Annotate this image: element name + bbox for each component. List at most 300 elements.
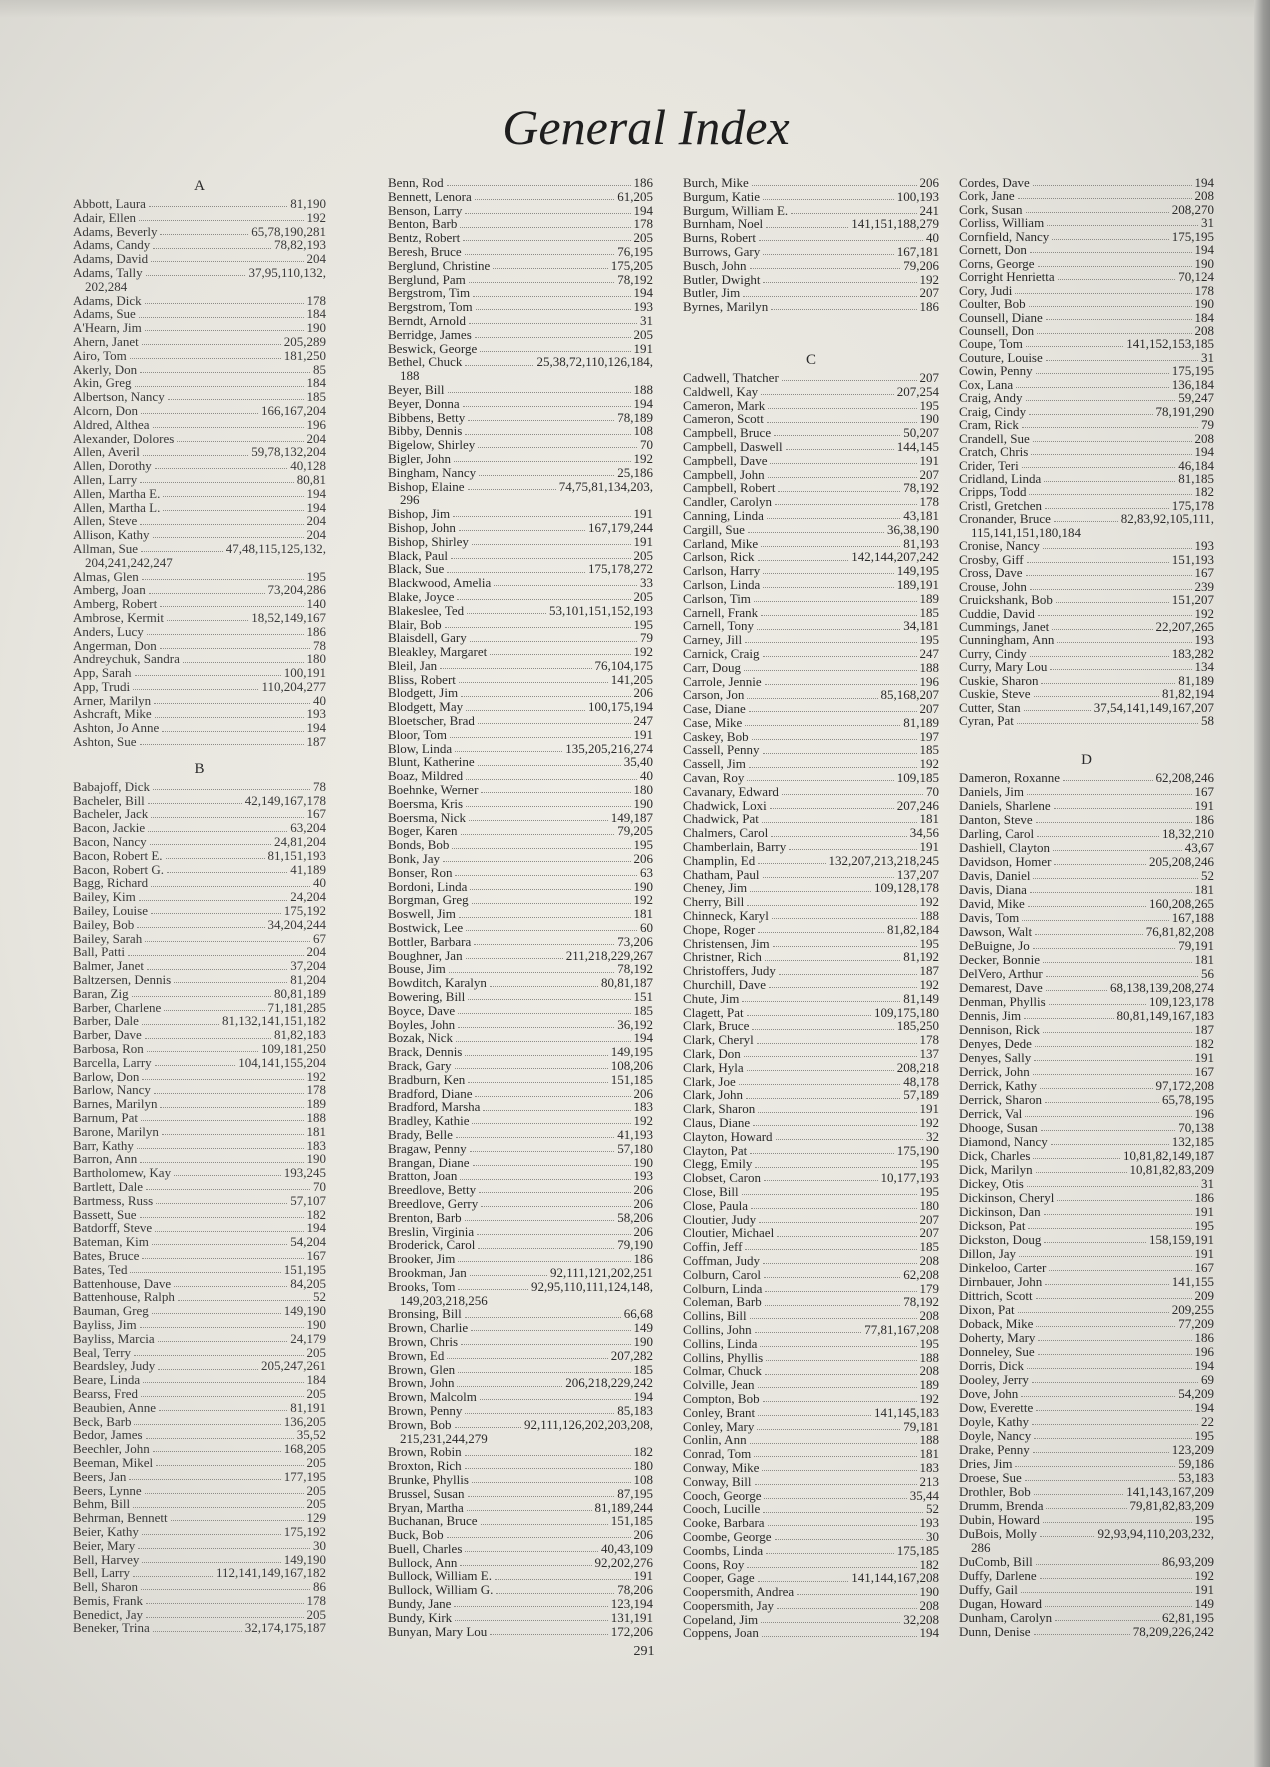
dot-leader — [471, 1321, 630, 1331]
entry-pages: 207,254 — [896, 383, 939, 399]
entry-name: Bragaw, Penny — [388, 1140, 467, 1156]
dot-leader — [1043, 539, 1192, 549]
dot-leader — [459, 521, 585, 531]
section-letter: B — [194, 760, 205, 777]
dot-leader — [763, 564, 893, 574]
dot-leader — [472, 893, 631, 903]
entry-name: Bassett, Sue — [73, 1206, 137, 1222]
dot-leader — [130, 349, 281, 359]
index-entry — [683, 1558, 939, 1572]
entry-pages: 78,189 — [617, 409, 653, 425]
entry-pages: 192 — [919, 756, 939, 772]
entry-name: Beers, Jan — [73, 1468, 127, 1484]
entry-pages: 191 — [633, 340, 653, 356]
entry-pages: 205 — [306, 1344, 326, 1360]
entry-name: Beresh, Bruce — [388, 243, 462, 259]
entry-pages: 194 — [919, 1625, 939, 1641]
index-entry — [683, 564, 939, 578]
entry-name: Dillon, Jay — [959, 1245, 1017, 1261]
dot-leader — [177, 432, 303, 442]
dot-leader — [137, 1139, 304, 1149]
entry-pages: 167,188 — [1171, 909, 1214, 925]
entry-pages: 92,202,276 — [594, 1554, 653, 1570]
index-entry — [683, 537, 939, 551]
entry-pages: 109,175,180 — [874, 1004, 939, 1020]
dot-leader — [461, 1335, 630, 1345]
index-entry — [959, 647, 1214, 660]
entry-pages: 144,145 — [896, 438, 939, 454]
entry-pages: 141,144,167,208 — [851, 1570, 939, 1586]
entry-name: Busch, John — [683, 257, 747, 273]
dot-leader — [142, 1553, 280, 1563]
dot-leader — [1027, 1359, 1192, 1370]
index-entry — [388, 383, 653, 397]
index-entry — [388, 714, 653, 728]
dot-leader — [460, 1556, 591, 1566]
index-entry — [959, 1289, 1214, 1303]
entry-pages: 77,81,167,208 — [864, 1321, 939, 1337]
index-entry — [683, 826, 939, 840]
dot-leader — [758, 1102, 916, 1112]
entry-name: Brady, Belle — [388, 1126, 453, 1142]
entry-name: Crider, Teri — [959, 457, 1019, 473]
entry-pages: 149,195 — [610, 1044, 653, 1060]
entry-pages: 190 — [306, 1316, 326, 1332]
entry-name: Denyes, Dede — [959, 1035, 1032, 1051]
entry-name: Brown, Robin — [388, 1444, 462, 1460]
entry-name: Bagg, Richard — [73, 875, 149, 891]
entry-pages: 205 — [633, 588, 653, 604]
entry-name: Cassell, Jim — [683, 756, 746, 772]
entry-name: Campbell, Daswell — [683, 438, 783, 454]
entry-pages: 205 — [306, 1385, 326, 1401]
entry-pages: 194 — [633, 1389, 653, 1405]
entry-name: Barron, Ann — [73, 1151, 138, 1167]
dot-leader — [167, 611, 248, 621]
dot-leader — [757, 1033, 917, 1043]
entry-pages: 185 — [633, 1361, 653, 1377]
entry-name: Bartmess, Russ — [73, 1192, 154, 1208]
index-entry — [683, 688, 939, 702]
index-entry — [683, 1626, 939, 1640]
entry-name: Barnum, Pat — [73, 1110, 138, 1125]
entry-name: Colmar, Chuck — [683, 1363, 762, 1379]
entry-pages: 190 — [306, 1151, 326, 1167]
index-entry — [683, 909, 939, 923]
entry-pages: 192 — [919, 977, 939, 993]
entry-name: Beeman, Mikel — [73, 1454, 154, 1470]
entry-pages: 189 — [306, 1096, 326, 1112]
entry-name: Campbell, Bruce — [683, 425, 772, 441]
dot-leader — [440, 659, 591, 669]
entry-name: Davis, Diana — [959, 881, 1027, 897]
dot-leader — [463, 231, 630, 241]
dot-leader — [479, 466, 614, 476]
dot-leader — [141, 404, 258, 414]
dot-leader — [763, 743, 917, 753]
entry-name: Darling, Carol — [959, 825, 1035, 841]
entry-name: Byrnes, Marilyn — [683, 299, 769, 315]
dot-leader — [1034, 1429, 1191, 1440]
dot-leader — [133, 680, 258, 690]
entry-name: Beal, Terry — [73, 1344, 132, 1360]
index-entry — [388, 507, 653, 521]
dot-leader — [779, 964, 917, 974]
entry-name: Case, Diane — [683, 701, 746, 717]
entry-name: Chalmers, Carol — [683, 825, 769, 841]
entry-pages: 189 — [919, 1377, 939, 1393]
index-entry — [959, 1163, 1214, 1177]
entry-name: Carlson, Harry — [683, 563, 761, 579]
entry-name: App, Sarah — [73, 665, 132, 681]
index-entry — [388, 1390, 653, 1404]
index-entry — [959, 257, 1214, 270]
entry-name: Cuddie, David — [959, 605, 1035, 621]
index-entry — [959, 660, 1214, 673]
entry-name: Dickey, Otis — [959, 1175, 1024, 1191]
entry-name: Barber, Dale — [73, 1013, 139, 1029]
dot-leader — [1036, 1317, 1175, 1328]
entry-pages: 35,40 — [623, 754, 653, 770]
dot-leader — [140, 514, 303, 524]
dot-leader — [1044, 472, 1175, 482]
dot-leader — [457, 1376, 562, 1386]
dot-leader — [1045, 1093, 1159, 1104]
entry-pages: 24,179 — [290, 1330, 326, 1346]
dot-leader — [1046, 311, 1192, 321]
entry-pages: 177,195 — [283, 1468, 326, 1484]
entry-pages: 81,189 — [1178, 672, 1214, 688]
dot-leader — [754, 1447, 916, 1457]
index-entry — [683, 468, 939, 482]
index-entry — [683, 1006, 939, 1020]
entry-name: Boaz, Mildred — [388, 768, 464, 784]
entry-name: Chadwick, Pat — [683, 811, 759, 827]
entry-pages: 141,155 — [1171, 1273, 1214, 1289]
entry-pages: 22,207,265 — [1155, 618, 1214, 634]
entry-pages: 196 — [919, 673, 939, 689]
dot-leader — [750, 1144, 893, 1154]
entry-pages: 185 — [919, 742, 939, 758]
dot-leader — [763, 190, 894, 200]
dot-leader — [155, 707, 304, 717]
entry-pages: 33 — [640, 575, 653, 591]
entry-pages: 195 — [1194, 1511, 1214, 1527]
entry-pages-continued: 115,141,151,180,184 — [971, 524, 1082, 540]
dot-leader — [448, 383, 631, 393]
entry-name: Barr, Kathy — [73, 1137, 134, 1153]
entry-name: Champlin, Ed — [683, 852, 756, 868]
index-entry — [959, 378, 1214, 391]
entry-pages: 192 — [633, 450, 653, 466]
entry-pages: 79,205 — [617, 823, 653, 839]
entry-pages: 92,111,121,202,251 — [549, 1264, 653, 1280]
entry-name: Duffy, Gail — [959, 1581, 1018, 1597]
entry-pages: 181,250 — [283, 347, 326, 363]
entry-name: Cory, Judi — [959, 282, 1013, 298]
index-entry — [683, 812, 939, 826]
entry-name: Bibbens, Betty — [388, 409, 466, 425]
entry-name: Christoffers, Judy — [683, 963, 776, 979]
entry-name: Bliss, Robert — [388, 671, 456, 687]
index-entry — [388, 562, 653, 576]
page-title: General Index — [502, 99, 790, 155]
dot-leader — [1051, 1135, 1169, 1146]
entry-pages: 141,143,167,209 — [1126, 1483, 1214, 1499]
entry-name: Allen, Steve — [73, 513, 138, 529]
index-entry — [959, 714, 1214, 727]
entry-pages-continued: 286 — [971, 1539, 991, 1555]
entry-name: Bailey, Sarah — [73, 930, 143, 946]
dot-leader — [765, 1282, 916, 1292]
entry-name: Bates, Ted — [73, 1261, 128, 1277]
index-entry — [959, 1331, 1214, 1345]
dot-leader — [135, 666, 281, 676]
dot-leader — [758, 923, 884, 933]
dot-leader — [447, 1528, 631, 1538]
entry-pages: 86,93,209 — [1162, 1553, 1214, 1569]
entry-pages: 183,282 — [1171, 645, 1214, 661]
entry-name: Benn, Rod — [388, 175, 444, 190]
entry-name: App, Trudi — [73, 678, 131, 694]
entry-name: Cyran, Pat — [959, 713, 1014, 729]
dot-leader — [768, 1516, 917, 1526]
entry-pages: 56 — [1201, 965, 1214, 981]
index-entry — [73, 542, 326, 556]
entry-name: Berndt, Arnold — [388, 312, 466, 328]
index-entry — [388, 755, 653, 769]
entry-name: Arner, Marilyn — [73, 692, 152, 708]
dot-leader — [750, 881, 871, 891]
dot-leader — [769, 978, 916, 988]
index-entry — [73, 987, 326, 1001]
index-entry — [959, 297, 1214, 310]
entry-pages: 192 — [633, 892, 653, 908]
entry-name: Allen, Larry — [73, 471, 138, 487]
entry-pages: 187 — [306, 734, 326, 750]
index-entry — [683, 1088, 939, 1102]
entry-name: Bacon, Robert E. — [73, 847, 163, 863]
index-entry — [73, 1387, 326, 1401]
dot-leader — [772, 909, 917, 919]
index-entry — [959, 485, 1214, 498]
dot-leader — [140, 473, 293, 483]
page-edge-shadow — [1254, 0, 1270, 1767]
entry-name: Cuskie, Sharon — [959, 672, 1039, 688]
dot-leader — [461, 824, 615, 834]
index-entry — [388, 1363, 653, 1377]
index-entry — [73, 1263, 326, 1277]
dot-leader — [163, 487, 303, 497]
index-entry — [959, 701, 1214, 714]
entry-name: Adams, Sue — [73, 306, 136, 322]
entry-pages: 10,177,193 — [880, 1170, 939, 1186]
entry-name: Conley, Mary — [683, 1418, 755, 1434]
dot-leader — [158, 1332, 288, 1342]
dot-leader — [782, 785, 923, 795]
entry-name: Cameron, Mark — [683, 397, 766, 413]
entry-pages: 35,44 — [909, 1487, 939, 1503]
entry-pages: 193 — [633, 299, 653, 315]
entry-pages: 182 — [306, 1206, 326, 1222]
dot-leader — [142, 1070, 303, 1080]
entry-pages: 78,82,193 — [274, 237, 326, 253]
dot-leader — [1029, 485, 1191, 495]
index-entry — [959, 1023, 1214, 1037]
dot-leader — [133, 1566, 213, 1576]
index-entry — [73, 959, 326, 973]
entry-name: Caskey, Bob — [683, 728, 749, 744]
entry-pages: 137 — [919, 1046, 939, 1062]
entry-pages: 205,289 — [283, 333, 326, 349]
entry-pages: 195 — [1194, 1217, 1214, 1233]
entry-pages: 167 — [306, 806, 326, 822]
dot-leader — [145, 932, 310, 942]
entry-name: Breslin, Virginia — [388, 1223, 475, 1239]
index-entry — [959, 995, 1214, 1009]
index-entry — [73, 1042, 326, 1056]
entry-pages: 192 — [633, 1113, 653, 1129]
dot-leader — [459, 907, 631, 917]
entry-name: Butler, Dwight — [683, 271, 761, 287]
entry-pages: 181 — [1194, 881, 1214, 897]
entry-pages: 151,185 — [610, 1071, 653, 1087]
index-entry — [683, 1295, 939, 1309]
entry-pages: 182 — [1194, 484, 1214, 500]
index-entry — [73, 1401, 326, 1415]
dot-leader — [455, 1611, 608, 1621]
entry-pages: 70 — [926, 783, 939, 799]
index-entry — [959, 499, 1214, 512]
entry-pages: 131,191 — [610, 1609, 653, 1625]
entry-pages: 197 — [919, 728, 939, 744]
entry-pages: 190 — [633, 1154, 653, 1170]
entry-pages: 195 — [919, 632, 939, 648]
dot-leader — [1036, 1401, 1191, 1412]
dot-leader — [142, 1014, 219, 1024]
index-entry — [73, 1277, 326, 1291]
dot-leader — [1038, 1331, 1191, 1342]
index-entry — [959, 1051, 1214, 1065]
dot-leader — [747, 1061, 894, 1071]
entry-pages: 62,208 — [903, 1266, 939, 1282]
entry-pages: 25,186 — [617, 464, 653, 480]
entry-pages: 205 — [306, 1482, 326, 1498]
dot-leader — [1038, 257, 1192, 267]
index-entry — [388, 1349, 653, 1363]
entry-pages: 36,38,190 — [887, 521, 939, 537]
dot-leader — [1034, 1051, 1191, 1062]
entry-name: Couture, Louise — [959, 349, 1043, 365]
index-entry — [73, 376, 326, 390]
entry-pages: 141,205 — [610, 671, 653, 687]
entry-name: Bryan, Martha — [388, 1499, 464, 1515]
index-entry — [388, 1487, 653, 1501]
entry-pages: 167 — [1194, 1063, 1214, 1079]
entry-pages: 81,189 — [903, 714, 939, 730]
entry-name: Bonser, Ron — [388, 864, 453, 880]
dot-leader — [763, 647, 917, 657]
dot-leader — [763, 273, 916, 283]
entry-name: Bauman, Greg — [73, 1303, 149, 1319]
entry-pages: 40 — [313, 692, 326, 708]
dot-leader — [130, 1263, 280, 1273]
entry-name: Davis, Tom — [959, 909, 1020, 925]
entry-pages: 206 — [633, 1527, 653, 1543]
index-entry — [388, 811, 653, 825]
dot-leader — [477, 1225, 630, 1235]
entry-name: Behm, Bill — [73, 1496, 131, 1512]
index-entry — [959, 1107, 1214, 1121]
entry-pages: 151 — [633, 989, 653, 1005]
entry-name: Bundy, Jane — [388, 1596, 452, 1612]
dot-leader — [1028, 1219, 1191, 1230]
entry-name: Blodgett, Jim — [388, 685, 459, 701]
dot-leader — [1017, 714, 1198, 724]
entry-name: Derrick, Sharon — [959, 1091, 1043, 1107]
dot-leader — [757, 1420, 900, 1430]
dot-leader — [458, 1252, 630, 1262]
entry-pages: 31 — [1201, 1175, 1214, 1191]
index-entry — [73, 1111, 326, 1125]
entry-pages: 160,208,265 — [1149, 895, 1214, 911]
entry-name: Canning, Linda — [683, 507, 764, 523]
entry-pages: 208 — [919, 1308, 939, 1324]
dot-leader — [162, 1125, 304, 1135]
dot-leader — [151, 252, 303, 262]
dot-leader — [1016, 378, 1169, 388]
index-entry — [959, 1345, 1214, 1359]
dot-leader — [758, 1378, 917, 1388]
dot-leader — [777, 1226, 916, 1236]
entry-name: Collins, Linda — [683, 1335, 758, 1351]
entry-name: A'Hearn, Jim — [73, 320, 142, 336]
entry-name: Compton, Bob — [683, 1390, 760, 1406]
entry-name: Cruickshank, Bob — [959, 592, 1053, 608]
entry-pages: 135,205,216,274 — [565, 740, 653, 756]
dot-leader — [743, 286, 916, 296]
entry-pages: 81,82,184 — [887, 921, 939, 937]
entry-name: Berridge, James — [388, 326, 472, 342]
dot-leader — [1033, 176, 1192, 186]
entry-name: Bonds, Bob — [388, 837, 450, 853]
entry-name: Carlson, Linda — [683, 576, 761, 592]
dot-leader — [764, 1268, 900, 1278]
index-entry — [388, 1404, 653, 1418]
dot-leader — [160, 639, 310, 649]
dot-leader — [1027, 1177, 1198, 1188]
dot-leader — [755, 1475, 917, 1485]
dot-leader — [1035, 925, 1143, 936]
entry-name: Cornett, Don — [959, 242, 1027, 258]
entry-name: Cuskie, Steve — [959, 686, 1031, 702]
dot-leader — [1024, 701, 1091, 711]
dot-leader — [158, 1359, 258, 1369]
entry-pages: 110,204,277 — [261, 678, 326, 694]
dot-leader — [466, 921, 637, 931]
entry-name: Cooch, Lucille — [683, 1501, 761, 1517]
entry-pages: 204 — [306, 513, 326, 529]
entry-pages: 59,186 — [1178, 1455, 1214, 1471]
entry-name: Bell, Harvey — [73, 1551, 140, 1567]
section-letter: C — [805, 351, 816, 368]
entry-pages: 48,178 — [903, 1073, 939, 1089]
entry-pages: 141,145,183 — [874, 1404, 939, 1420]
dot-leader — [776, 1130, 923, 1140]
index-entry — [959, 1485, 1214, 1499]
index-entry — [959, 799, 1214, 813]
entry-name: Abbott, Laura — [73, 196, 146, 211]
